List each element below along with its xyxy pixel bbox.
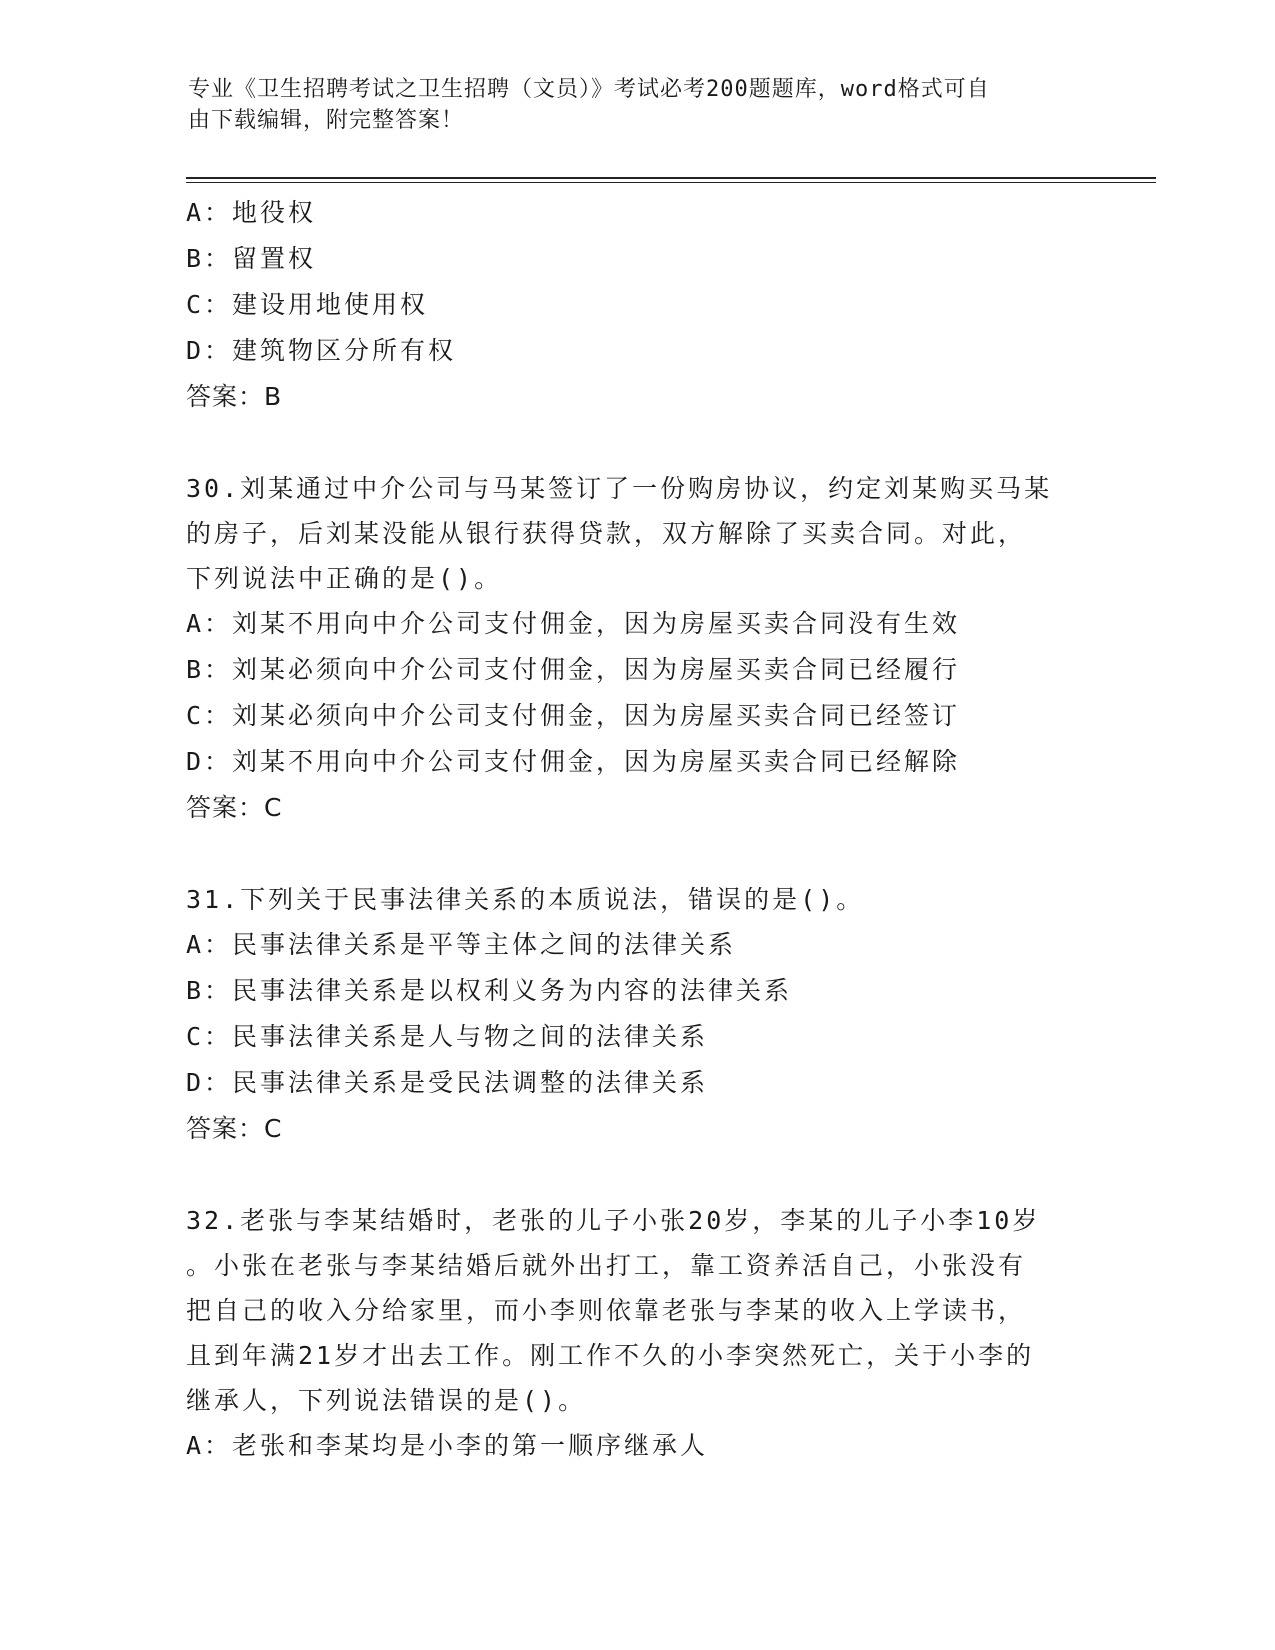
option-b: B：留置权 [186,244,317,273]
question-stem-line: 下列说法中正确的是()。 [186,564,503,593]
answer-line: 答案：B [186,382,283,411]
question-stem-line: 且到年满21岁才出去工作。刚工作不久的小李突然死亡，关于小李的 [186,1341,1035,1370]
question-stem-line: 30.刘某通过中介公司与马某签订了一份购房协议，约定刘某购买马某 [186,474,1053,503]
option-d: D：建筑物区分所有权 [186,336,457,365]
question-content [186,190,1086,1469]
option-a: A：地役权 [186,198,317,227]
answer-line: 答案：C [186,1114,283,1143]
header-line-1: 专业《卫生招聘考试之卫生招聘（文员）》考试必考200题题库，word格式可自 [188,77,990,102]
continued-question [186,190,1086,420]
option-c: C：建设用地使用权 [186,290,429,319]
question-stem-line: 的房子，后刘某没能从银行获得贷款，双方解除了买卖合同。对此， [186,519,1027,548]
question-30 [186,466,1086,831]
answer-line: 答案：C [186,793,283,822]
question-stem-line: 31.下列关于民事法律关系的本质说法，错误的是()。 [186,885,865,914]
option-a: A：刘某不用向中介公司支付佣金，因为房屋买卖合同没有生效 [186,609,961,638]
document-header [188,74,1068,136]
question-stem-line: 继承人，下列说法错误的是()。 [186,1386,587,1415]
option-c: C：刘某必须向中介公司支付佣金，因为房屋买卖合同已经签订 [186,701,961,730]
option-a: A：民事法律关系是平等主体之间的法律关系 [186,930,737,959]
header-line-2: 由下载编辑，附完整答案！ [188,108,465,133]
option-b: B：民事法律关系是以权利义务为内容的法律关系 [186,976,793,1005]
question-stem-line: 。小张在老张与李某结婚后就外出打工，靠工资养活自己，小张没有 [186,1251,1027,1280]
header-divider-thin [186,182,1156,183]
option-d: D：民事法律关系是受民法调整的法律关系 [186,1068,709,1097]
question-31 [186,877,1086,1152]
question-32 [186,1198,1086,1469]
option-d: D：刘某不用向中介公司支付佣金，因为房屋买卖合同已经解除 [186,747,961,776]
option-c: C：民事法律关系是人与物之间的法律关系 [186,1022,709,1051]
option-a: A：老张和李某均是小李的第一顺序继承人 [186,1431,709,1460]
question-stem-line: 把自己的收入分给家里，而小李则依靠老张与李某的收入上学读书， [186,1296,1027,1325]
question-stem-line: 32.老张与李某结婚时，老张的儿子小张20岁，李某的儿子小李10岁 [186,1206,1041,1235]
option-b: B：刘某必须向中介公司支付佣金，因为房屋买卖合同已经履行 [186,655,961,684]
header-divider-thick [186,177,1156,179]
